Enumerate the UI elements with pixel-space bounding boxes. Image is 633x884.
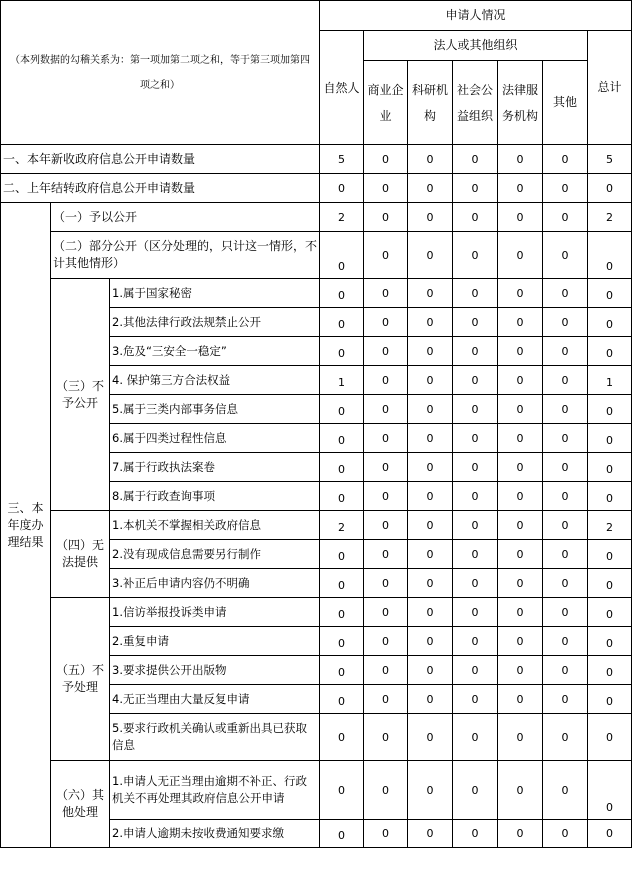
count-value: 0 [320,395,364,424]
count-value: 0 [453,453,498,482]
count-value: 0 [408,627,453,656]
count-value: 0 [498,761,543,820]
count-value: 0 [453,395,498,424]
count-value: 0 [320,337,364,366]
count-value: 0 [498,174,543,203]
count-value: 0 [364,424,408,453]
item-label: 1.信访举报投诉类申请 [110,598,320,627]
count-value: 0 [364,685,408,714]
count-value: 0 [364,569,408,598]
count-value: 0 [453,761,498,820]
count-value: 0 [498,482,543,511]
count-value: 0 [498,308,543,337]
count-value: 0 [498,569,543,598]
table-row [1,598,632,627]
total-value: 0 [588,540,632,569]
count-value: 0 [543,232,588,279]
count-value: 0 [498,627,543,656]
count-value: 0 [543,366,588,395]
count-value: 0 [320,482,364,511]
count-value: 0 [453,685,498,714]
table-row [1,145,632,174]
total-value: 0 [588,395,632,424]
count-value: 0 [320,540,364,569]
count-value: 0 [364,540,408,569]
count-value: 0 [364,761,408,820]
count-value: 0 [408,482,453,511]
count-value: 0 [408,279,453,308]
count-value: 0 [320,424,364,453]
count-value: 2 [320,203,364,232]
group-label: （五）不予处理 [51,598,110,761]
item-label: 1.属于国家秘密 [110,279,320,308]
count-value: 0 [543,511,588,540]
count-value: 0 [408,656,453,685]
count-value: 0 [543,337,588,366]
total-value: 0 [588,453,632,482]
count-value: 0 [364,279,408,308]
item-label: 8.属于行政查询事项 [110,482,320,511]
table-row [1,279,632,308]
count-value: 0 [408,145,453,174]
count-value: 0 [543,569,588,598]
count-value: 0 [364,337,408,366]
count-value: 0 [408,203,453,232]
note-cell: （本列数据的勾稽关系为：第一项加第二项之和，等于第三项加第四项之和） [1,1,320,145]
count-value: 0 [408,761,453,820]
natural-person-header: 自然人 [320,31,364,145]
item-label: 2.申请人逾期未按收费通知要求缴 [110,820,320,848]
total-value: 2 [588,203,632,232]
count-value: 0 [543,820,588,848]
count-value: 0 [320,656,364,685]
count-value: 0 [543,714,588,761]
count-value: 0 [543,308,588,337]
count-value: 0 [498,145,543,174]
total-value: 0 [588,656,632,685]
count-value: 0 [453,145,498,174]
count-value: 0 [453,820,498,848]
item-label: 2.重复申请 [110,627,320,656]
count-value: 0 [453,569,498,598]
count-value: 0 [498,203,543,232]
count-value: 0 [364,482,408,511]
count-value: 0 [453,482,498,511]
item-label: 2.没有现成信息需要另行制作 [110,540,320,569]
legal-service-header: 法律服务机构 [498,61,543,145]
count-value: 0 [543,482,588,511]
count-value: 0 [453,308,498,337]
total-value: 0 [588,174,632,203]
total-value: 0 [588,482,632,511]
count-value: 0 [453,279,498,308]
count-value: 2 [320,511,364,540]
item-label: 3.补正后申请内容仍不明确 [110,569,320,598]
count-value: 0 [543,395,588,424]
count-value: 0 [543,279,588,308]
count-value: 0 [320,569,364,598]
count-value: 0 [364,453,408,482]
table-row [1,232,632,279]
count-value: 0 [408,453,453,482]
count-value: 0 [408,820,453,848]
count-value: 0 [364,366,408,395]
total-value: 0 [588,598,632,627]
count-value: 0 [408,511,453,540]
group-label: （四）无法提供 [51,511,110,598]
count-value: 0 [364,511,408,540]
count-value: 0 [543,424,588,453]
count-value: 0 [498,511,543,540]
count-value: 0 [453,203,498,232]
count-value: 0 [543,203,588,232]
item-label: 2.其他法律行政法规禁止公开 [110,308,320,337]
count-value: 0 [453,627,498,656]
count-value: 0 [320,714,364,761]
total-value: 5 [588,145,632,174]
count-value: 5 [320,145,364,174]
count-value: 0 [320,453,364,482]
count-value: 0 [498,395,543,424]
total-value: 0 [588,424,632,453]
group-label: （三）不予公开 [51,279,110,511]
applicant-situation-header: 申请人情况 [320,1,632,31]
row-label: 一、本年新收政府信息公开申请数量 [1,145,320,174]
count-value: 0 [543,453,588,482]
total-value: 1 [588,366,632,395]
count-value: 0 [453,598,498,627]
count-value: 0 [408,337,453,366]
count-value: 1 [320,366,364,395]
count-value: 0 [364,656,408,685]
count-value: 0 [320,232,364,279]
count-value: 0 [498,598,543,627]
count-value: 0 [320,627,364,656]
item-label: 5.属于三类内部事务信息 [110,395,320,424]
total-value: 0 [588,279,632,308]
total-value: 0 [588,569,632,598]
count-value: 0 [320,174,364,203]
count-value: 0 [364,627,408,656]
count-value: 0 [364,308,408,337]
count-value: 0 [453,337,498,366]
count-value: 0 [453,511,498,540]
count-value: 0 [408,174,453,203]
total-value: 0 [588,761,632,820]
item-label: 4.无正当理由大量反复申请 [110,685,320,714]
total-value: 0 [588,820,632,848]
table-row [1,511,632,540]
count-value: 0 [364,174,408,203]
table-row [1,203,632,232]
count-value: 0 [320,685,364,714]
count-value: 0 [408,424,453,453]
total-value: 0 [588,685,632,714]
count-value: 0 [543,761,588,820]
count-value: 0 [408,598,453,627]
count-value: 0 [408,366,453,395]
group-label: （六）其他处理 [51,761,110,848]
count-value: 0 [408,308,453,337]
item-label: 5.要求行政机关确认或重新出具已获取信息 [110,714,320,761]
count-value: 0 [543,174,588,203]
count-value: 0 [543,685,588,714]
section-three-label: 三、本年度办理结果 [1,203,51,848]
count-value: 0 [408,395,453,424]
total-header: 总计 [588,31,632,145]
count-value: 0 [498,820,543,848]
count-value: 0 [453,366,498,395]
social-welfare-header: 社会公益组织 [453,61,498,145]
table-row [1,174,632,203]
count-value: 0 [408,714,453,761]
count-value: 0 [320,598,364,627]
legal-persons-header: 法人或其他组织 [364,31,588,61]
count-value: 0 [364,395,408,424]
count-value: 0 [498,714,543,761]
count-value: 0 [453,656,498,685]
count-value: 0 [498,337,543,366]
count-value: 0 [543,656,588,685]
total-value: 0 [588,232,632,279]
item-label: 1.本机关不掌握相关政府信息 [110,511,320,540]
item-label: 7.属于行政执法案卷 [110,453,320,482]
count-value: 0 [498,656,543,685]
count-value: 0 [364,232,408,279]
count-value: 0 [453,714,498,761]
total-value: 0 [588,308,632,337]
item-label: 3.要求提供公开出版物 [110,656,320,685]
count-value: 0 [408,569,453,598]
research-header: 科研机构 [408,61,453,145]
count-value: 0 [543,145,588,174]
row-label: 二、上年结转政府信息公开申请数量 [1,174,320,203]
other-header: 其他 [543,61,588,145]
item-label: 3.危及“三安全一稳定” [110,337,320,366]
count-value: 0 [320,761,364,820]
count-value: 0 [453,174,498,203]
count-value: 0 [498,232,543,279]
count-value: 0 [543,627,588,656]
count-value: 0 [320,820,364,848]
count-value: 0 [543,598,588,627]
count-value: 0 [364,820,408,848]
count-value: 0 [408,685,453,714]
count-value: 0 [498,279,543,308]
total-value: 2 [588,511,632,540]
count-value: 0 [453,540,498,569]
count-value: 0 [364,714,408,761]
sub-label: （一）予以公开 [51,203,320,232]
total-value: 0 [588,627,632,656]
sub-label: （二）部分公开（区分处理的，只计这一情形，不计其他情形） [51,232,320,279]
count-value: 0 [498,685,543,714]
count-value: 0 [364,598,408,627]
item-label: 1.申请人无正当理由逾期不补正、行政机关不再处理其政府信息公开申请 [110,761,320,820]
count-value: 0 [320,308,364,337]
total-value: 0 [588,714,632,761]
item-label: 6.属于四类过程性信息 [110,424,320,453]
count-value: 0 [498,366,543,395]
count-value: 0 [408,232,453,279]
commercial-header: 商业企业 [364,61,408,145]
count-value: 0 [453,424,498,453]
count-value: 0 [320,279,364,308]
count-value: 0 [453,232,498,279]
count-value: 0 [498,424,543,453]
count-value: 0 [498,453,543,482]
count-value: 0 [364,145,408,174]
total-value: 0 [588,337,632,366]
table-row [1,761,632,820]
count-value: 0 [364,203,408,232]
count-value: 0 [543,540,588,569]
count-value: 0 [498,540,543,569]
item-label: 4. 保护第三方合法权益 [110,366,320,395]
count-value: 0 [408,540,453,569]
